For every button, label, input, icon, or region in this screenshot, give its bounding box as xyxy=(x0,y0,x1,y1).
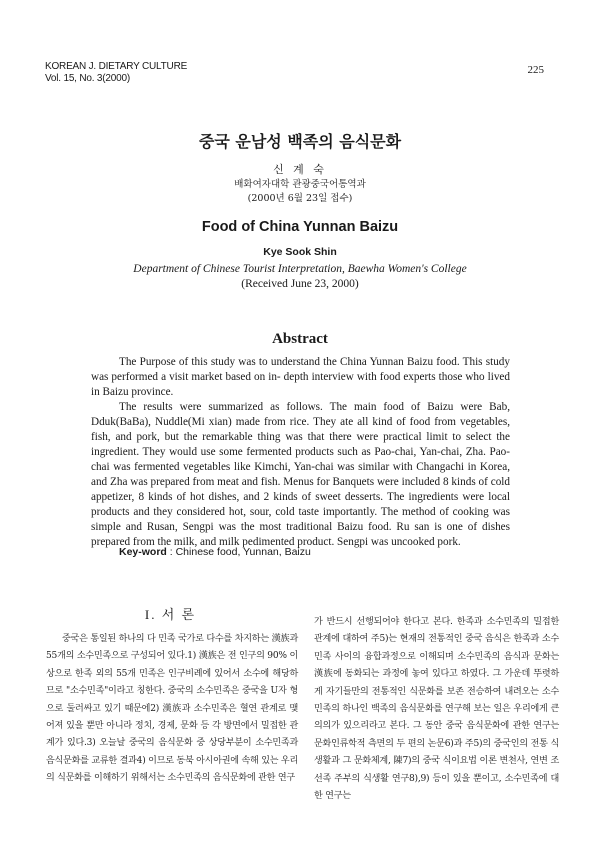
english-department: Department of Chinese Tourist Interpretation, Baewha Women's College xyxy=(133,263,467,275)
journal-volume: Vol. 15, No. 3(2000) xyxy=(45,73,130,84)
keyword-label: Key-word xyxy=(119,546,167,558)
keyword-values: : Chinese food, Yunnan, Baizu xyxy=(169,546,311,558)
body-paragraph: 중국은 통일된 하나의 다 민족 국가로 다수를 차지하는 漢族과 55개의 소수민족으로 구성되어 있다.1) 漢族은 전 인구의 90% 이상으로 한족 외의 55개 민족은 인구비례에 있어서 소수에 해당하므로 "소수민족"이라고 칭한다. 중국의 소수민족은 중국을 U자 형으로 둘러싸고 있기 때문에2) 漢族과 소수민족은 혈연 관계로 맺어져 있을 뿐만 아니라 정치, 경제, 문화 등 각 방면에서 밀접한 관계가 있다.3) 오늘날 중국의 음식문화 중 상당부분이 소수민족과 음식문화를 교류한 결과4) 이므로 동북 아시아권에 속해 있는 우리의 식문화를 이해하기 위해서는 소수민족의 음식문화에 관한 연구 xyxy=(46,634,298,784)
english-author: Kye Sook Shin xyxy=(263,246,337,258)
abstract-body xyxy=(91,355,510,550)
korean-author: 신 계 숙 xyxy=(273,163,327,176)
keywords-line xyxy=(119,546,311,558)
english-received-date: (Received June 23, 2000) xyxy=(241,278,359,290)
korean-title: 중국 운남성 백족의 음식문화 xyxy=(198,132,402,151)
abstract-heading: Abstract xyxy=(272,331,328,347)
abstract-paragraph: The results were summarized as follows. The main food of Baizu were Bab, Dduk(BaBa), Nuddle(Mi xian) made from rice. They ate all kind of food from vegetables, fish, and pork, but the remarkable thing was that there were practical limit to select the ingredient. They would use some fermented products such as Pao-chai, Yan-chai, Zha. Pao-chai was fermented vegetables like Kimchi, Yan-chai was similar with Changachi in Korea, and Zha was prepared from meat and fish. Menus for Banquets were included 8 kinds of cold appetizer, 8 kinds of hot dishes, and 2 kinds of sweet desserts. The ingredients were local products and they considered hot, sour, cold taste importantly. The method of cooking was simple and Rusan, Sengpi was the most traditional Baizu food. Ru san is one of dishes prepared from the milk, and milk pedimented product. Sengpi was uncooked pork. xyxy=(91,401,510,548)
body-paragraph: 가 반드시 선행되어야 한다고 본다. 한족과 소수민족의 밀접한 관계에 대하여 주5)는 현재의 전통적인 중국 음식은 한족과 소수민족 사이의 융합과정으로 이해되며 소수민족의 음식과 문화는 漢族에 동화되는 과정에 놓여 있다고 하였다. 그 가운데 뚜렷하게 자기들만의 전통적인 식문화를 보존 전승하여 내려오는 소수민족의 하나인 백족의 음식문화를 연구해 보는 일은 우리에게 큰 의의가 있으리라고 본다. 그 동안 중국 음식문화에 관한 연구는 문화인류학적 측면의 두 편의 논문6)과 주5)의 중국인의 전통 식생활과 그 문화체계, 陳7)의 중국 식이요법 이론 변천사, 연변 조선족 주부의 식생활 연구8),9) 등이 있을 뿐이고, 소수민족에 대한 연구는 xyxy=(314,617,559,802)
korean-affiliation-block xyxy=(0,178,600,206)
journal-name: KOREAN J. DIETARY CULTURE xyxy=(45,61,188,72)
journal-header xyxy=(45,61,187,85)
korean-affiliation: 배화여자대학 관광중국어통역과 xyxy=(234,179,366,190)
abstract-paragraph: The Purpose of this study was to understand the China Yunnan Baizu food. This study was performed a visit market based on in- depth interview with food experts those who lived in Baizu province. xyxy=(91,356,510,398)
body-column-right xyxy=(314,614,559,805)
korean-received-date: (2000년 6월 23일 접수) xyxy=(247,193,353,204)
english-title: Food of China Yunnan Baizu xyxy=(201,219,399,235)
page-number: 225 xyxy=(527,64,544,76)
body-column-left xyxy=(46,631,298,788)
section-heading: I. 서 론 xyxy=(144,607,197,622)
